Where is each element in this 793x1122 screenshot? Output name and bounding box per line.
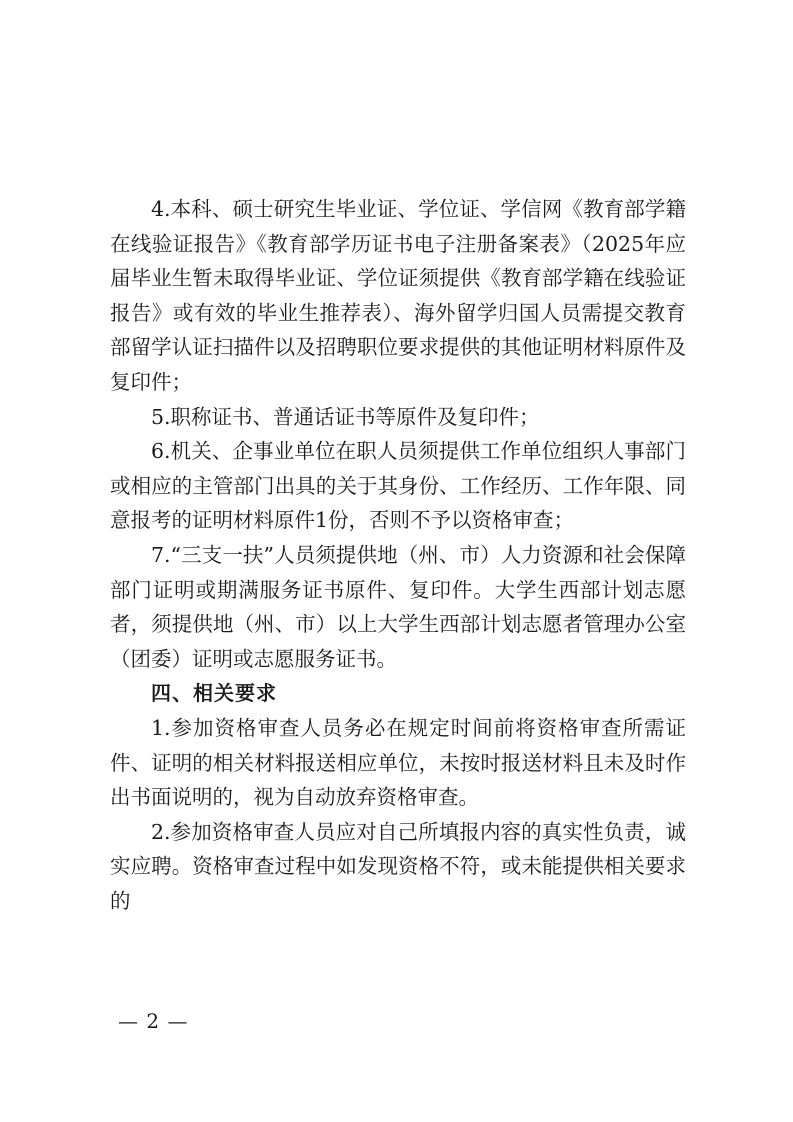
page-number: — 2 — [118, 1009, 189, 1033]
paragraph-item-5: 5.职称证书、普通话证书等原件及复印件； [151, 404, 540, 429]
section-heading: 四、相关要求 [151, 681, 277, 706]
paragraph-item-7: 7.“三支一扶”人员须提供地（州、市）人力资源和社会保障部门证明或期满服务证书原件、复印件。大学生西部计划志愿者，须提供地（州、市）以上大学生西部计划志愿者管理办公室（团委）证明或志愿服务证书。 [110, 542, 686, 671]
paragraph-item-6: 6.机关、企事业单位在职人员须提供工作单位组织人事部门或相应的主管部门出具的关于其身份、工作经历、工作年限、同意报考的证明材料原件1份，否则不予以资格审查； [110, 439, 686, 533]
document-body [110, 192, 686, 918]
paragraph-item-4: 4.本科、硕士研究生毕业证、学位证、学信网《教育部学籍在线验证报告》《教育部学历证书电子注册备案表》（2025年应届毕业生暂未取得毕业证、学位证须提供《教育部学籍在线验证报告》或有效的毕业生推荐表）、海外留学归国人员需提交教育部留学认证扫描件以及招聘职位要求提供的其他证明材料原件及复印件； [110, 197, 686, 394]
requirement-item-2: 2.参加资格审查人员应对自己所填报内容的真实性负责，诚实应聘。资格审查过程中如发现资格不符，或未能提供相关要求的 [110, 819, 686, 913]
requirement-item-1: 1.参加资格审查人员务必在规定时间前将资格审查所需证件、证明的相关材料报送相应单位，未按时报送材料且未及时作出书面说明的，视为自动放弃资格审查。 [110, 715, 686, 810]
